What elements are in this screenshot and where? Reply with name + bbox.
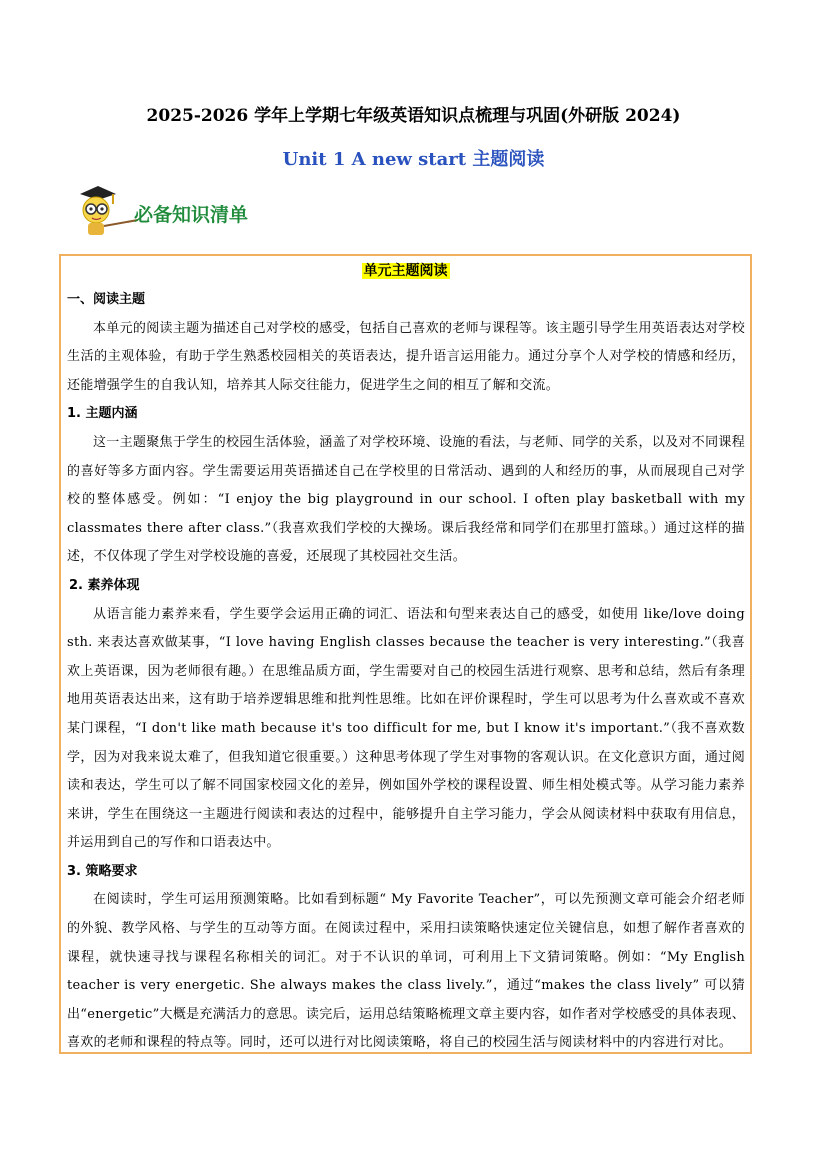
page-subtitle: Unit 1 A new start 主题阅读: [282, 149, 545, 170]
content-box: [59, 254, 752, 1054]
page-title: 2025-2026 学年上学期七年级英语知识点梳理与巩固(外研版 2024): [146, 106, 681, 126]
paragraph-strategy: 在阅读时，学生可运用预测策略。比如看到标题“ My Favorite Teacher”，可以先预测文章可能会介绍老师的外貌、教学风格、与学生的互动等方面。在阅读过程中，采用扫读策略快速定位关键信息，如想了解作者喜欢的课程，就快速寻找与课程名称相关的词汇。对于不认识的单词，可利用上下文猜词策略。例如：“My English teacher is very energetic. She always makes the class lively.”，通过“makes the class lively” 可以猜出“energetic”大概是充满活力的意思。读完后，运用总结策略梳理文章主要内容，如作者对学校感受的具体表现、喜欢的老师和课程的特点等。同时，还可以进行对比阅读策略，将自己的校园生活与阅读材料中的内容进行对比。: [67, 892, 745, 1051]
content-body: [67, 286, 745, 1054]
scholar-mascot-icon: [72, 180, 142, 240]
heading-strategy: 3. 策略要求: [67, 863, 138, 879]
heading-competency: 2. 素养体现: [69, 577, 140, 593]
section-header: [72, 180, 332, 238]
paragraph-reading-theme: 本单元的阅读主题为描述自己对学校的感受，包括自己喜欢的老师与课程等。该主题引导学生用英语表达对学校生活的主观体验，有助于学生熟悉校园相关的英语表达，提升语言运用能力。通过分享个人对学校的情感和经历，还能增强学生的自我认知，培养其人际交往能力，促进学生之间的相互了解和交流。: [67, 320, 745, 393]
heading-theme-meaning: 1. 主题内涵: [67, 406, 138, 422]
box-title: 单元主题阅读: [363, 263, 448, 279]
section-label: 必备知识清单: [134, 204, 249, 226]
paragraph-theme-meaning: 这一主题聚焦于学生的校园生活体验，涵盖了对学校环境、设施的看法，与老师、同学的关系，以及对不同课程的喜好等多方面内容。学生需要运用英语描述自己在学校里的日常活动、遇到的人和经历的事，从而展现自己对学校的整体感受。例如：“I enjoy the big playground in our school. I often play basketball with my classmates there after class.”（我喜欢我们学校的大操场。课后我经常和同学们在那里打篮球。）通过这样的描述，不仅体现了学生对学校设施的喜爱，还展现了其校园社交生活。: [67, 434, 745, 565]
paragraph-competency: 从语言能力素养来看，学生要学会运用正确的词汇、语法和句型来表达自己的感受，如使用 like/love doing sth. 来表达喜欢做某事，“I love having English classes because the teacher is very interesting.”（我喜欢上英语课，因为老师很有趣。）在思维品质方面，学生需要对自己的校园生活进行观察、思考和总结，然后有条理地用英语表达出来，这有助于培养逻辑思维和批判性思维。比如在评价课程时，学生可以思考为什么喜欢或不喜欢某门课程，“I don't like math because it's too difficult for me, but I know it's important.”（我不喜欢数学，因为对我来说太难了，但我知道它很重要。）这种思考体现了学生对事物的客观认识。在文化意识方面，通过阅读和表达，学生可以了解不同国家校园文化的差异，例如国外学校的课程设置、师生相处模式等。从学习能力素养来讲，学生在围绕这一主题进行阅读和表达的过程中，能够提升自主学习能力，学会从阅读材料中获取有用信息，并运用到自己的写作和口语表达中。: [67, 606, 745, 851]
heading-reading-theme: 一、阅读主题: [67, 292, 146, 307]
